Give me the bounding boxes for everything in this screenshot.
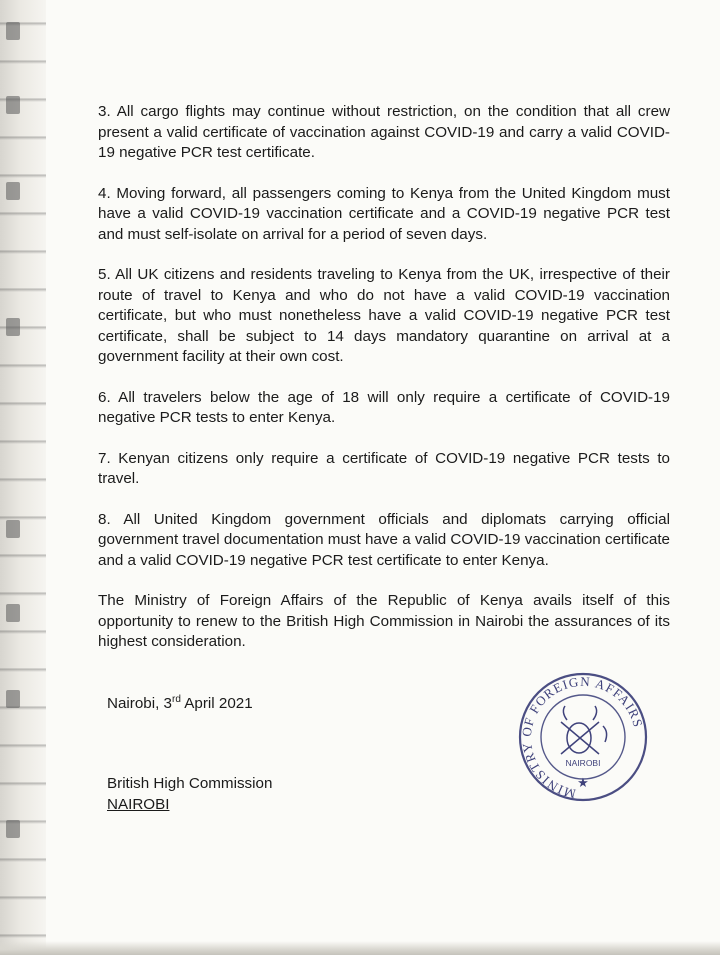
paragraph-4: 4. Moving forward, all passengers coming to Kenya from the United Kingdom must have a valid COVID-19 vaccination certificate and a COVID-19 negative PCR test and must self-isolate on arrival for a period of seven days. [98, 184, 670, 243]
scan-binding-edge [0, 0, 46, 955]
binding-mark [6, 520, 20, 538]
date-rest: April 2021 [180, 694, 253, 712]
addressee-name: British High Commission [107, 775, 273, 792]
svg-text:★: ★ [577, 776, 589, 791]
date-city: Nairobi, 3 [107, 694, 172, 712]
paragraph-7: 7. Kenyan citizens only require a certificate of COVID-19 negative PCR tests to travel. [98, 449, 670, 487]
binding-mark [6, 690, 20, 708]
svg-text:NAIROBI: NAIROBI [565, 758, 601, 768]
closing-paragraph: The Ministry of Foreign Affairs of the Republic of Kenya avails itself of this opportunity to renew to the British High Commission in Nairobi the assurances of its highest consideration. [98, 592, 670, 650]
binding-mark [6, 318, 20, 336]
binding-mark [6, 22, 20, 40]
paragraph-6: 6. All travelers below the age of 18 will only require a certificate of COVID-19 negative PCR tests to enter Kenya. [98, 388, 670, 426]
svg-text:MINISTRY OF FOREIGN AFFAIRS: MINISTRY OF FOREIGN AFFAIRS [518, 673, 646, 802]
paragraph-5: 5. All UK citizens and residents traveling to Kenya from the UK, irrespective of their route of travel to Kenya and who do not have a valid COVID-19 vaccination certificate, but who must nonetheless have a valid COVID-19 negative PCR test certificate, shall be subject to 14 days mandatory quarantine on arrival at a government facility at their own cost. [98, 266, 670, 365]
ministry-stamp-icon [517, 670, 649, 804]
date-ordinal: rd [172, 693, 181, 705]
binding-mark [6, 96, 20, 114]
binding-mark [6, 182, 20, 200]
paragraph-3: 3. All cargo flights may continue without restriction, on the condition that all crew present a valid certificate of vaccination against COVID-19 and carry a valid COVID-19 negative PCR test certificate. [98, 103, 670, 161]
paragraph-8: 8. All United Kingdom government officials and diplomats carrying official government travel documentation must have a valid COVID-19 vaccination certificate and a valid COVID-19 negative PCR test certificate to enter Kenya. [98, 510, 670, 569]
addressee-city: NAIROBI [107, 795, 170, 813]
scan-bottom-edge [0, 941, 720, 955]
binding-mark [6, 604, 20, 622]
binding-mark [6, 820, 20, 838]
